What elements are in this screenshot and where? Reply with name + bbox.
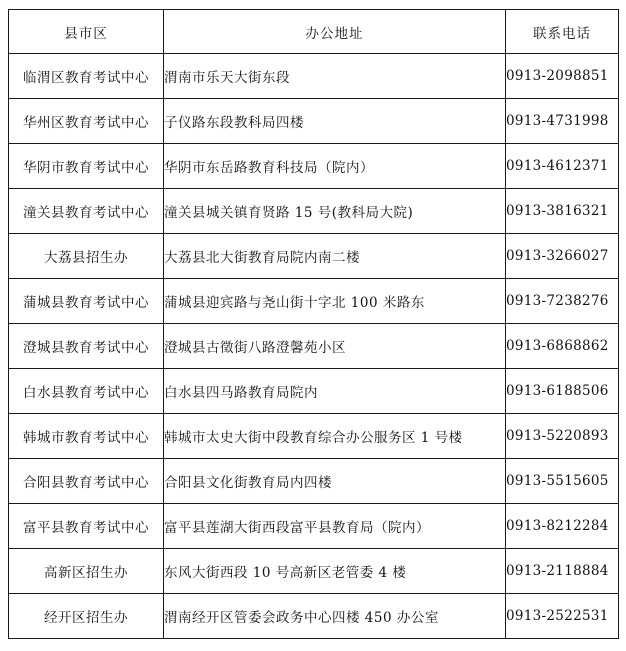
table-row	[9, 369, 619, 414]
table-row	[9, 234, 619, 279]
row-department: 经开区招生办	[9, 594, 164, 639]
row-address: 富平县莲湖大街西段富平县教育局（院内）	[164, 504, 506, 549]
table-row	[9, 144, 619, 189]
row-phone: 0913-3266027	[506, 234, 619, 279]
row-phone: 0913-2118884	[506, 549, 619, 594]
table-row	[9, 549, 619, 594]
contact-directory-table	[8, 9, 619, 639]
row-address: 澄城县古徵街八路澄馨苑小区	[164, 324, 506, 369]
row-department: 华阴市教育考试中心	[9, 144, 164, 189]
row-address: 渭南市乐天大街东段	[164, 54, 506, 99]
row-department: 大荔县招生办	[9, 234, 164, 279]
row-phone: 0913-2522531	[506, 594, 619, 639]
header-address: 办公地址	[164, 10, 506, 54]
table-body	[9, 54, 619, 639]
table-row	[9, 414, 619, 459]
header-district: 县市区	[9, 10, 164, 54]
table-row	[9, 99, 619, 144]
row-address: 大荔县北大街教育局院内南二楼	[164, 234, 506, 279]
table-header	[9, 10, 619, 54]
row-phone: 0913-5220893	[506, 414, 619, 459]
row-address: 渭南经开区管委会政务中心四楼 450 办公室	[164, 594, 506, 639]
row-department: 韩城市教育考试中心	[9, 414, 164, 459]
table-row	[9, 279, 619, 324]
row-address: 白水县四马路教育局院内	[164, 369, 506, 414]
row-department: 富平县教育考试中心	[9, 504, 164, 549]
row-phone: 0913-6188506	[506, 369, 619, 414]
row-address: 合阳县文化街教育局内四楼	[164, 459, 506, 504]
row-phone: 0913-4731998	[506, 99, 619, 144]
row-address: 韩城市太史大街中段教育综合办公服务区 1 号楼	[164, 414, 506, 459]
row-address: 潼关县城关镇育贤路 15 号(教科局大院)	[164, 189, 506, 234]
row-address: 东风大街西段 10 号高新区老管委 4 楼	[164, 549, 506, 594]
row-department: 临渭区教育考试中心	[9, 54, 164, 99]
row-phone: 0913-3816321	[506, 189, 619, 234]
table-row	[9, 459, 619, 504]
row-department: 华州区教育考试中心	[9, 99, 164, 144]
row-department: 高新区招生办	[9, 549, 164, 594]
header-row	[9, 10, 619, 54]
row-address: 华阴市东岳路教育科技局（院内）	[164, 144, 506, 189]
row-phone: 0913-2098851	[506, 54, 619, 99]
row-phone: 0913-6868862	[506, 324, 619, 369]
row-department: 合阳县教育考试中心	[9, 459, 164, 504]
row-department: 蒲城县教育考试中心	[9, 279, 164, 324]
table-row	[9, 189, 619, 234]
row-phone: 0913-8212284	[506, 504, 619, 549]
table-row	[9, 54, 619, 99]
row-department: 澄城县教育考试中心	[9, 324, 164, 369]
header-phone: 联系电话	[506, 10, 619, 54]
row-phone: 0913-4612371	[506, 144, 619, 189]
table-row	[9, 594, 619, 639]
row-address: 子仪路东段教科局四楼	[164, 99, 506, 144]
row-department: 白水县教育考试中心	[9, 369, 164, 414]
row-address: 蒲城县迎宾路与尧山街十字北 100 米路东	[164, 279, 506, 324]
row-phone: 0913-5515605	[506, 459, 619, 504]
row-phone: 0913-7238276	[506, 279, 619, 324]
table-row	[9, 504, 619, 549]
table-row	[9, 324, 619, 369]
row-department: 潼关县教育考试中心	[9, 189, 164, 234]
